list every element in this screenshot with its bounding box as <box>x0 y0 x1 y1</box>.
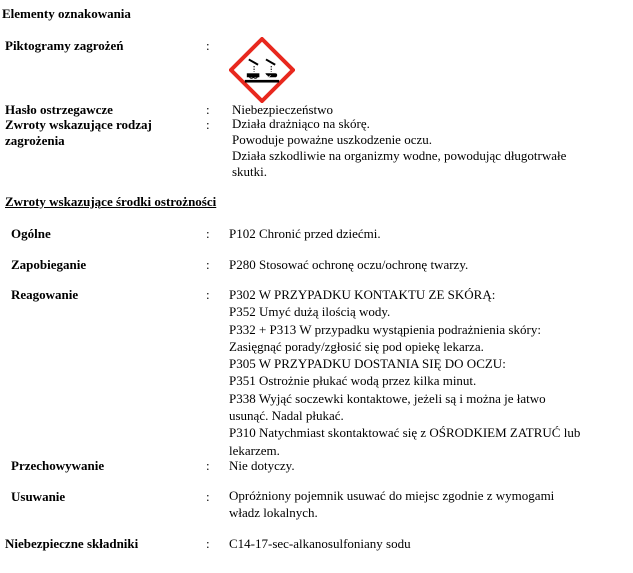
pictograms-label: Piktogramy zagrożeń <box>5 38 124 53</box>
pictograms-separator: : <box>206 38 210 53</box>
hazard-statement: Działa szkodliwie na organizmy wodne, powodując długotrwałe <box>232 148 567 163</box>
response-line: Zasięgnąć porady/zgłosić się pod opiekę lekarza. <box>229 338 484 354</box>
hazardous-components-value: C14-17-sec-alkanosulfoniany sodu <box>229 536 411 551</box>
storage-label: Przechowywanie <box>11 458 105 473</box>
precautionary-title: Zwroty wskazujące środki ostrożności <box>5 194 217 209</box>
storage-value: Nie dotyczy. <box>229 458 295 473</box>
signal-word-label: Hasło ostrzegawcze <box>5 102 113 117</box>
response-line: P338 Wyjąć soczewki kontaktowe, jeżeli są i można je łatwo <box>229 390 546 406</box>
storage-separator: : <box>206 458 210 473</box>
prevention-value: P280 Stosować ochronę oczu/ochronę twarzy. <box>229 257 469 272</box>
disposal-label: Usuwanie <box>11 489 66 504</box>
response-line: usunąć. Nadal płukać. <box>229 408 344 424</box>
signal-word-separator: : <box>206 102 210 117</box>
response-line: P352 Umyć dużą ilością wody. <box>229 304 391 320</box>
general-separator: : <box>206 226 210 241</box>
response-line: P302 W PRZYPADKU KONTAKTU ZE SKÓRĄ: <box>229 287 496 302</box>
disposal-line: Opróżniony pojemnik usuwać do miejsc zgodnie z wymogami <box>229 488 555 503</box>
response-line: P332 + P313 W przypadku wystąpienia podrażnienia skóry: <box>229 321 541 337</box>
hazard-statement: skutki. <box>232 164 268 179</box>
response-line: P351 Ostrożnie płukać wodą przez kilka minut. <box>229 373 477 389</box>
general-label: Ogólne <box>11 226 51 241</box>
section-title: Elementy oznakowania <box>2 6 131 21</box>
response-line: lekarzem. <box>229 442 280 458</box>
hazard-statement: Powoduje poważne uszkodzenie oczu. <box>232 132 432 147</box>
hazard-statements-label: Zwroty wskazujące rodzaj <box>5 117 152 132</box>
response-line: P310 Natychmiast skontaktować się z OŚRODKIEM ZATRUĆ lub <box>229 425 581 441</box>
prevention-label: Zapobieganie <box>11 257 87 272</box>
hazard-statement: Działa drażniąco na skórę. <box>232 116 370 131</box>
response-separator: : <box>206 287 210 302</box>
prevention-separator: : <box>206 257 210 272</box>
signal-word-value: Niebezpieczeństwo <box>232 102 334 117</box>
general-value: P102 Chronić przed dziećmi. <box>229 226 381 241</box>
hazardous-components-separator: : <box>206 536 210 551</box>
hazardous-components-label: Niebezpieczne składniki <box>5 536 139 551</box>
corrosion-pictogram-icon <box>229 37 295 103</box>
hazard-statements-separator: : <box>206 117 210 132</box>
response-label: Reagowanie <box>11 287 79 302</box>
disposal-line: władz lokalnych. <box>229 505 318 521</box>
disposal-list <box>229 487 554 522</box>
hazard-statements-label-line2: zagrożenia <box>5 133 65 148</box>
response-list <box>229 286 580 459</box>
hazard-statements-list <box>232 116 566 180</box>
disposal-separator: : <box>206 489 210 504</box>
response-line: P305 W PRZYPADKU DOSTANIA SIĘ DO OCZU: <box>229 356 506 372</box>
